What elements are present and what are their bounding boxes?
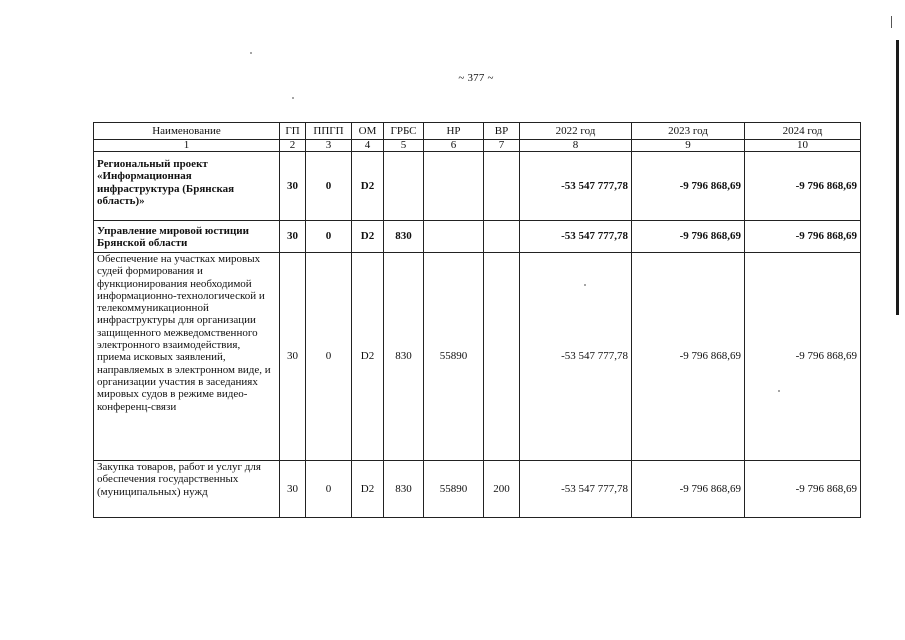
cell-grbs: 830 [384, 221, 424, 253]
cell-gp: 30 [280, 221, 306, 253]
cell-nr [424, 221, 484, 253]
cell-gp: 30 [280, 253, 306, 461]
column-index: 5 [384, 140, 424, 152]
cell-om: D2 [352, 221, 384, 253]
header-ppgp: ППГП [306, 123, 352, 140]
column-index-row [94, 140, 861, 152]
row-name: Региональный проект «Информационная инфраструктура (Брянская область)» [94, 152, 280, 221]
cell-2023: -9 796 868,69 [632, 253, 745, 461]
cell-vr [484, 152, 520, 221]
cell-om: D2 [352, 152, 384, 221]
cell-ppgp: 0 [306, 152, 352, 221]
header-gp: ГП [280, 123, 306, 140]
cell-2022: -53 547 777,78 [520, 152, 632, 221]
table-row [94, 461, 861, 518]
scan-speck [250, 52, 252, 54]
column-index: 1 [94, 140, 280, 152]
scan-edge-tick [891, 16, 892, 28]
column-index: 6 [424, 140, 484, 152]
cell-grbs [384, 152, 424, 221]
header-row [94, 123, 861, 140]
column-index: 10 [745, 140, 861, 152]
column-index: 3 [306, 140, 352, 152]
row-name: Управление мировой юстиции Брянской области [94, 221, 280, 253]
cell-2022: -53 547 777,78 [520, 253, 632, 461]
cell-grbs: 830 [384, 253, 424, 461]
table-row [94, 253, 861, 461]
cell-2024: -9 796 868,69 [745, 152, 861, 221]
row-name: Обеспечение на участках мировых судей формирования и функционирования необходимой информационно-технологической и телекоммуникационной инфраструктуры для организации защищенного межведомственного электронного взаимодействия, приема исковых заявлений, направляемых в электронном виде, и организации участия в заседаниях мировых судов в режиме видео-конференц-связи [94, 253, 280, 461]
header-2023: 2023 год [632, 123, 745, 140]
page-number: ~ 377 ~ [458, 72, 494, 84]
header-nr: НР [424, 123, 484, 140]
header-2022: 2022 год [520, 123, 632, 140]
cell-2024: -9 796 868,69 [745, 461, 861, 518]
row-name: Закупка товаров, работ и услуг для обеспечения государственных (муниципальных) нужд [94, 461, 280, 518]
column-index: 4 [352, 140, 384, 152]
header-2024: 2024 год [745, 123, 861, 140]
cell-nr: 55890 [424, 253, 484, 461]
header-om: ОМ [352, 123, 384, 140]
cell-2023: -9 796 868,69 [632, 461, 745, 518]
cell-om: D2 [352, 461, 384, 518]
column-index: 8 [520, 140, 632, 152]
cell-2022: -53 547 777,78 [520, 221, 632, 253]
cell-vr: 200 [484, 461, 520, 518]
table-row [94, 221, 861, 253]
cell-gp: 30 [280, 152, 306, 221]
budget-table [93, 122, 861, 518]
cell-2023: -9 796 868,69 [632, 221, 745, 253]
cell-grbs: 830 [384, 461, 424, 518]
cell-2022: -53 547 777,78 [520, 461, 632, 518]
cell-vr [484, 221, 520, 253]
cell-vr [484, 253, 520, 461]
cell-nr: 55890 [424, 461, 484, 518]
cell-2024: -9 796 868,69 [745, 253, 861, 461]
cell-2023: -9 796 868,69 [632, 152, 745, 221]
cell-gp: 30 [280, 461, 306, 518]
cell-om: D2 [352, 253, 384, 461]
cell-ppgp: 0 [306, 221, 352, 253]
cell-ppgp: 0 [306, 253, 352, 461]
cell-ppgp: 0 [306, 461, 352, 518]
header-grbs: ГРБС [384, 123, 424, 140]
scan-speck [292, 97, 294, 99]
header-name: Наименование [94, 123, 280, 140]
cell-2024: -9 796 868,69 [745, 221, 861, 253]
header-vr: ВР [484, 123, 520, 140]
column-index: 7 [484, 140, 520, 152]
cell-nr [424, 152, 484, 221]
column-index: 2 [280, 140, 306, 152]
column-index: 9 [632, 140, 745, 152]
table-row [94, 152, 861, 221]
